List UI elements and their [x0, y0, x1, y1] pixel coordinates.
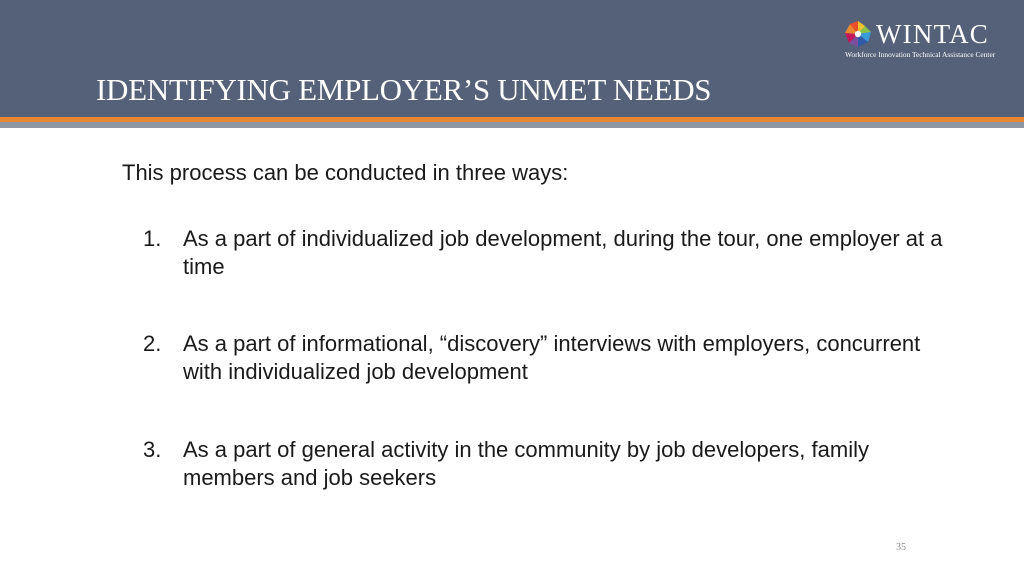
- logo-name: WINTAC: [876, 19, 990, 49]
- wintac-pinwheel-logo-icon: [844, 20, 872, 48]
- list-item-number: 2.: [143, 331, 162, 356]
- slide-title: IDENTIFYING EMPLOYER’S UNMET NEEDS: [96, 72, 712, 107]
- list-item-number: 3.: [143, 437, 162, 462]
- intro-text: This process can be conducted in three ways:: [122, 160, 569, 185]
- logo-subtitle: Workforce Innovation Technical Assistance Center: [845, 50, 996, 59]
- header-gray-rule: [0, 122, 1024, 128]
- list-item-number: 1.: [143, 226, 162, 251]
- list-item-text: As a part of informational, “discovery” interviews with employers, concurrent with individualized job development: [183, 331, 921, 384]
- wintac-logo: [844, 20, 1014, 62]
- list-item-text: As a part of individualized job development, during the tour, one employer at a time: [183, 226, 943, 279]
- page-number: 35: [896, 542, 906, 553]
- list-item-text: As a part of general activity in the community by job developers, family members and job seekers: [183, 437, 869, 490]
